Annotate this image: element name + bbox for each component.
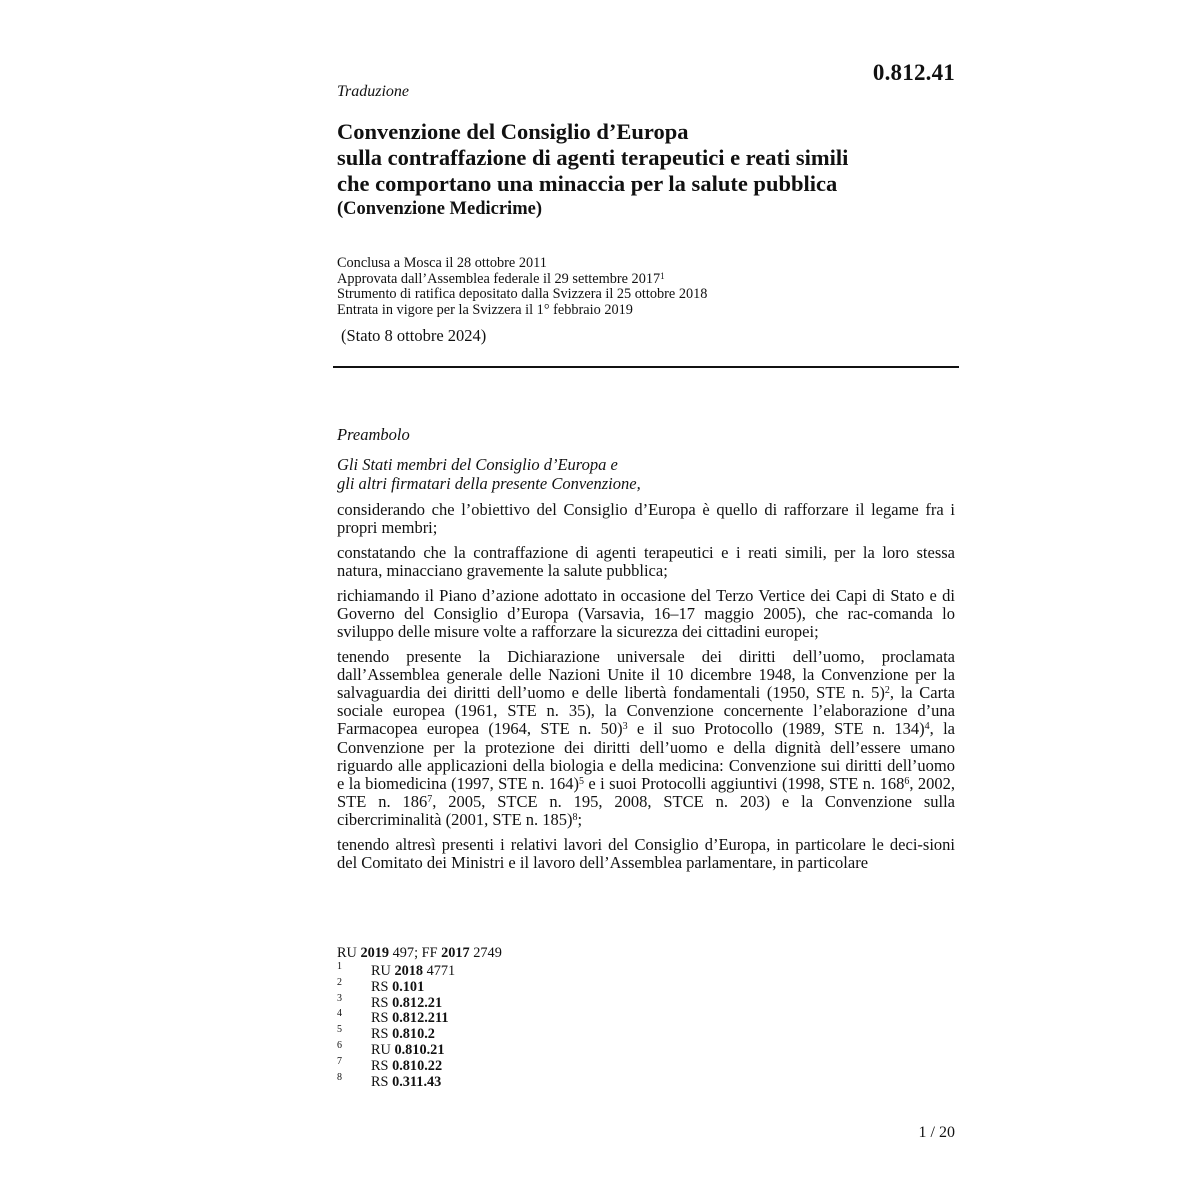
footnote-5 xyxy=(337,1024,502,1043)
meta-concluded: Conclusa a Mosca il 28 ottobre 2011 xyxy=(337,255,547,271)
document-metadata xyxy=(337,256,707,318)
footnote-text xyxy=(371,1027,435,1043)
preamble-paragraph-5: tenendo altresì presenti i relativi lavori del Consiglio d’Europa, in particolare le deci-sioni del Comitato dei Ministri e il lavoro dell’Assemblea parlamentare, in particolare xyxy=(337,835,955,873)
footnote-rest: 4771 xyxy=(423,963,456,979)
status-date: (Stato 8 ottobre 2024) xyxy=(341,326,487,345)
footnote-ref-5[interactable]: 5 xyxy=(578,776,584,788)
footnote-ref-2[interactable]: 2 xyxy=(884,685,890,696)
footnote-prefix: RS xyxy=(371,1026,393,1043)
paragraph-text: ; xyxy=(577,810,583,830)
paragraph-text: , la Carta sociale europea (1961, STE n. 35), la Convenzione concernente l’elaborazione d’una Farmacopea europea (1964, STE n. 50) xyxy=(337,683,956,739)
footnote-prefix: RS xyxy=(371,978,393,995)
document-title xyxy=(337,119,848,197)
footnote-ref-number[interactable]: 0.812.211 xyxy=(392,1010,449,1027)
footnote-ref-number[interactable]: 0.812.21 xyxy=(392,994,443,1011)
footnote-number: 3 xyxy=(337,992,342,1004)
paragraph-text: e i suoi Protocolli aggiuntivi (1998, STE n. 168 xyxy=(583,774,905,794)
footnote-number: 1 xyxy=(337,961,342,972)
footnote-ref-3[interactable]: 3 xyxy=(622,721,628,733)
meta-approved-text: Approvata dall’Assemblea federale il 29 settembre 2017 xyxy=(337,270,661,287)
title-line-3: che comportano una minaccia per la salute pubblica xyxy=(337,171,838,196)
meta-approved xyxy=(337,272,707,288)
footnote-prefix: RS xyxy=(371,1073,393,1090)
paragraph-text: tenendo presente la Dichiarazione universale dei diritti dell’uomo, proclamata dall’Assemblea generale delle Nazioni Unite il 10 dicembre 1948, la Convenzione per la salvaguardia dei diritti dell’uomo e delle libertà fondamentali (1950, STE n. 5) xyxy=(337,646,955,702)
paragraph-text: , la Convenzione per la protezione dei diritti dell’uomo e della dignità dell’essere umano riguardo alle applicazioni della biologia e della medicina: Convenzione sui diritti dell’uomo e la biomedicina (1997, STE n. 164) xyxy=(337,719,955,794)
footnote-ref-8[interactable]: 8 xyxy=(572,812,578,824)
footnote-ref-number[interactable]: 0.101 xyxy=(392,978,425,995)
ru-page: 497; FF xyxy=(389,945,442,961)
meta-ratification: Strumento di ratifica depositato dalla Svizzera il 25 ottobre 2018 xyxy=(337,286,708,303)
footnote-number: 5 xyxy=(337,1024,342,1036)
parties-line-2: gli altri firmatari della presente Convenzione, xyxy=(337,474,641,493)
footnote-number: 2 xyxy=(337,976,342,988)
preamble-paragraph-4 xyxy=(337,648,955,830)
footnote-prefix: RU xyxy=(371,963,395,979)
footnote-ref-number[interactable]: 0.810.22 xyxy=(392,1057,443,1074)
footnote-text xyxy=(371,1011,448,1027)
meta-entry-into-force: Entrata in vigore per la Svizzera il 1° febbraio 2019 xyxy=(337,301,633,318)
footnote-text xyxy=(371,996,442,1012)
title-line-2: sulla contraffazione di agenti terapeutici e reati simili xyxy=(337,145,849,170)
footnote-ref-7[interactable]: 7 xyxy=(427,794,433,806)
footnote-1 xyxy=(337,961,502,980)
footnote-text xyxy=(371,1075,441,1091)
title-line-1: Convenzione del Consiglio d’Europa xyxy=(337,119,689,144)
page-number: 1 / 20 xyxy=(918,1124,955,1141)
footnotes xyxy=(337,944,502,1090)
footnote-6 xyxy=(337,1039,502,1059)
footnote-ref-4[interactable]: 4 xyxy=(924,721,930,733)
footnote-prefix: RU xyxy=(371,1041,395,1058)
footnote-number: 7 xyxy=(337,1055,342,1067)
footnote-text xyxy=(371,1043,444,1059)
footnote-text xyxy=(371,980,424,996)
footnote-prefix: RS xyxy=(371,1057,393,1074)
footnote-ref-number[interactable]: 0.311.43 xyxy=(392,1073,442,1090)
footnote-prefix: RS xyxy=(371,1010,393,1027)
ff-year: 2017 xyxy=(441,945,470,961)
footnote-ref-number[interactable]: 2018 xyxy=(394,963,424,979)
paragraph-text: e il suo Protocollo (1989, STE n. 134) xyxy=(627,719,925,739)
preamble-parties xyxy=(337,455,641,493)
parties-line-1: Gli Stati membri del Consiglio d’Europa e xyxy=(337,455,618,474)
footnote-number: 4 xyxy=(337,1008,342,1020)
document-short-title: (Convenzione Medicrime) xyxy=(337,199,542,219)
source-reference xyxy=(337,944,502,962)
ru-year: 2019 xyxy=(360,945,390,961)
footnote-text xyxy=(371,1059,442,1075)
preamble-paragraph-2: constatando che la contraffazione di agenti terapeutici e i reati simili, per la loro stessa natura, minacciano gravemente la salute pubblica; xyxy=(337,542,955,580)
ru-prefix: RU xyxy=(337,945,357,961)
footnote-4 xyxy=(337,1008,502,1027)
footnote-text xyxy=(371,964,455,980)
paragraph-text: , 2002, STE n. 186 xyxy=(337,774,956,812)
translation-label: Traduzione xyxy=(337,83,410,100)
sr-number: 0.812.41 xyxy=(872,60,955,85)
preamble-paragraph-3: richiamando il Piano d’azione adottato in occasione del Terzo Vertice dei Capi di Stato e di Governo del Consiglio d’Europa (Varsavia, 16–17 maggio 2005), che rac-comanda lo sviluppo delle misure volte a rafforzare la sicurezza dei cittadini europei; xyxy=(337,585,955,641)
paragraph-text: , 2005, STCE n. 195, 2008, STCE n. 203) e la Convenzione sulla cibercriminalità (2001, STE n. 185) xyxy=(337,792,955,830)
footnote-ref-number[interactable]: 0.810.21 xyxy=(394,1041,445,1058)
preamble-body xyxy=(337,501,955,879)
footnote-number: 8 xyxy=(337,1071,342,1083)
footnote-2 xyxy=(337,976,502,996)
preamble-heading: Preambolo xyxy=(337,425,410,444)
footnote-ref-1[interactable]: 1 xyxy=(660,270,665,281)
footnote-8 xyxy=(337,1071,502,1091)
footnote-prefix: RS xyxy=(371,994,393,1011)
header-divider xyxy=(333,366,959,368)
footnote-ref-6[interactable]: 6 xyxy=(904,776,910,788)
footnote-7 xyxy=(337,1055,502,1075)
document-page xyxy=(337,0,955,1200)
footnote-number: 6 xyxy=(337,1039,342,1051)
footnote-3 xyxy=(337,992,502,1012)
footnote-ref-number[interactable]: 0.810.2 xyxy=(392,1026,435,1043)
ff-page: 2749 xyxy=(469,945,502,961)
preamble-paragraph-1: considerando che l’obiettivo del Consiglio d’Europa è quello di rafforzare il legame fra i propri membri; xyxy=(337,500,955,538)
